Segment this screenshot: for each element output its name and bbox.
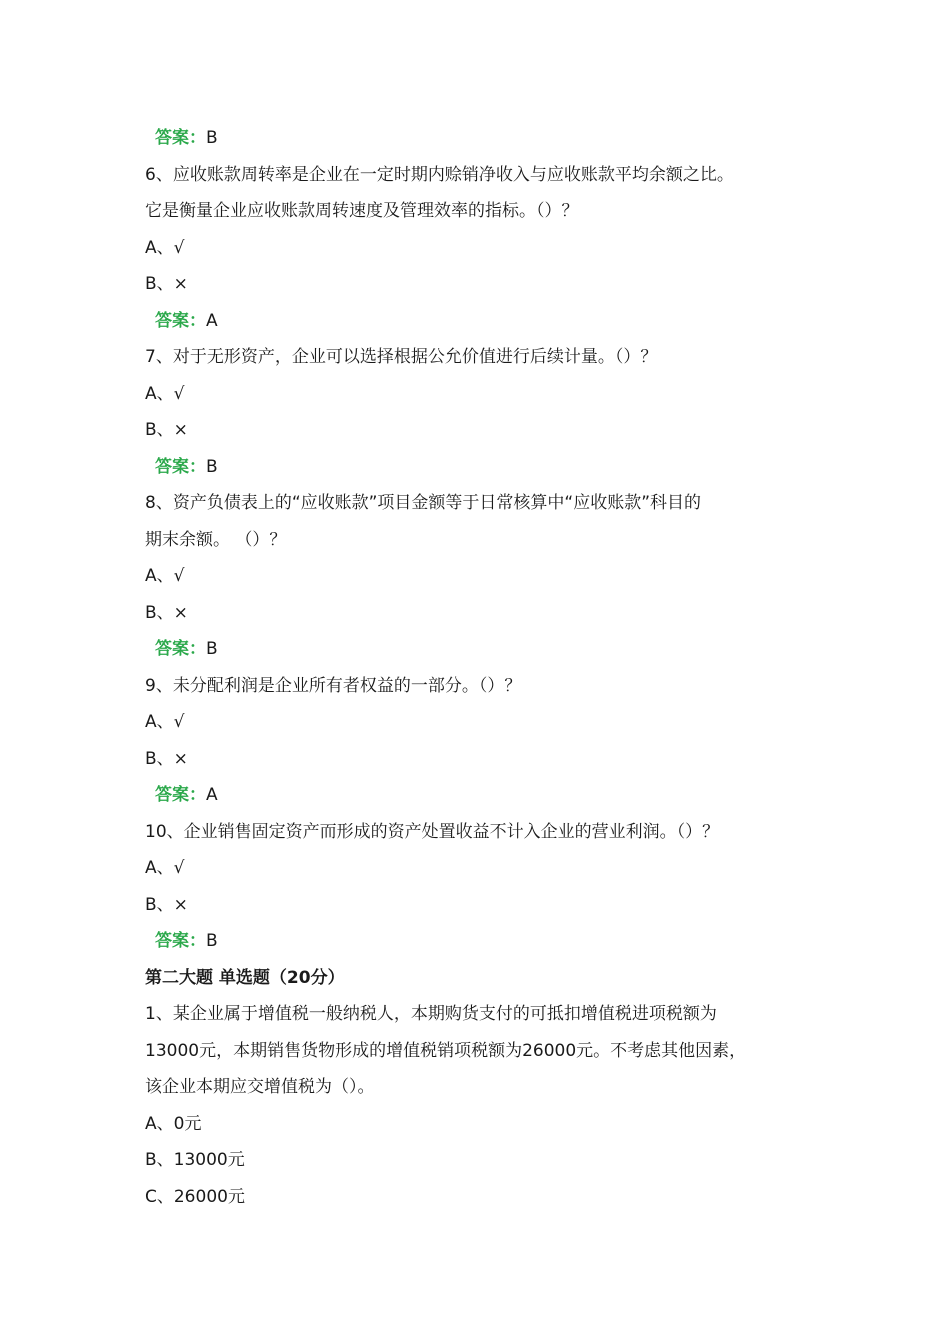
answer-label: 答案： — [155, 931, 206, 951]
text-line: B、× — [145, 895, 188, 915]
text-line: A、√ — [145, 238, 185, 258]
text-line: A、√ — [145, 566, 185, 586]
answer-label: 答案： — [155, 457, 206, 477]
answer-value: B — [206, 457, 218, 477]
answer-label: 答案： — [155, 785, 206, 805]
answer-line — [155, 783, 835, 807]
answer-label: 答案： — [155, 639, 206, 659]
text-line: A、√ — [145, 712, 185, 732]
answer-line — [155, 637, 835, 661]
text-line: B、× — [145, 274, 188, 294]
answer-label: 答案： — [155, 311, 206, 331]
answer-line — [155, 309, 835, 333]
text-line: 1、某企业属于增值税一般纳税人，本期购货支付的可抵扣增值税进项税额为 — [145, 1004, 717, 1024]
answer-label: 答案： — [155, 128, 206, 148]
answer-value: A — [206, 311, 218, 331]
text-line: B、× — [145, 749, 188, 769]
text-line: A、0元 — [145, 1114, 202, 1134]
answer-line — [155, 929, 835, 953]
text-line: 6、应收账款周转率是企业在一定时期内赊销净收入与应收账款平均余额之比。 — [145, 165, 734, 185]
text-line: 13000元，本期销售货物形成的增值税销项税额为26000元。不考虑其他因素， — [145, 1041, 747, 1061]
section-heading: 第二大题 单选题（20分） — [145, 968, 345, 988]
text-line: 8、资产负债表上的“应收账款”项目金额等于日常核算中“应收账款”科目的 — [145, 493, 702, 513]
text-line: B、× — [145, 603, 188, 623]
text-line: 9、未分配利润是企业所有者权益的一部分。（）？ — [145, 676, 522, 696]
answer-line — [155, 455, 835, 479]
text-line: 10、企业销售固定资产而形成的资产处置收益不计入企业的营业利润。（）？ — [145, 822, 720, 842]
text-line: B、13000元 — [145, 1150, 245, 1170]
text-line: C、26000元 — [145, 1187, 245, 1207]
answer-value: A — [206, 785, 218, 805]
text-line: A、√ — [145, 384, 185, 404]
answer-value: B — [206, 639, 218, 659]
answer-line — [155, 126, 835, 150]
text-line: A、√ — [145, 858, 185, 878]
answer-value: B — [206, 931, 218, 951]
text-line: 它是衡量企业应收账款周转速度及管理效率的指标。（）？ — [145, 201, 579, 221]
text-line: 7、对于无形资产，企业可以选择根据公允价值进行后续计量。（）？ — [145, 347, 658, 367]
text-line: B、× — [145, 420, 188, 440]
text-line: 该企业本期应交增值税为（）。 — [145, 1077, 375, 1097]
text-line: 期末余额。 （）？ — [145, 530, 287, 550]
answer-value: B — [206, 128, 218, 148]
